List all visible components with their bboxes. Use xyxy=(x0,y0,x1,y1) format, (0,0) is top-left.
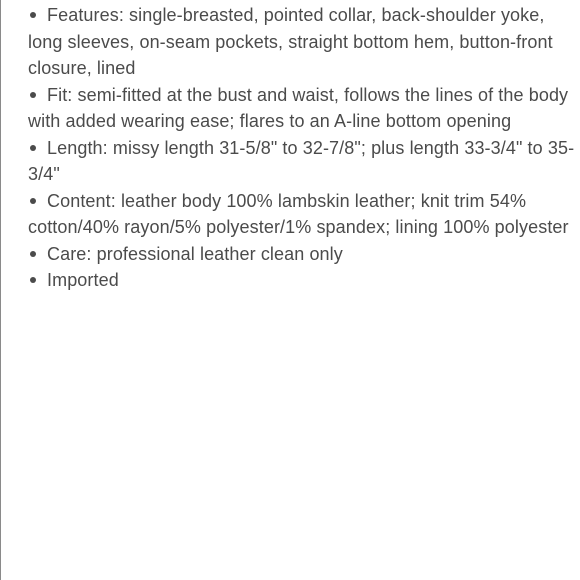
bullet-icon xyxy=(30,145,36,151)
list-item-text: Length: missy length 31-5/8" to 32-7/8"; plus length 33-3/4" to 35-3/4" xyxy=(28,137,575,184)
list-item-text: Content: leather body 100% lambskin leather; knit trim 54% cotton/40% rayon/5% polyester/1% spandex; lining 100% polyester xyxy=(28,190,569,237)
bullet-icon xyxy=(30,251,36,257)
product-details-list xyxy=(28,2,576,294)
list-item-features xyxy=(28,2,576,82)
bullet-icon xyxy=(30,12,36,18)
list-item-text: Imported xyxy=(47,270,119,290)
left-border-line xyxy=(0,0,1,580)
list-item-text: Features: single-breasted, pointed collar, back-shoulder yoke, long sleeves, on-seam pockets, straight bottom hem, button-front closure, lined xyxy=(28,5,553,78)
bullet-icon xyxy=(30,277,36,283)
list-item-care xyxy=(28,241,576,268)
list-item-length xyxy=(28,135,576,188)
list-item-text: Care: professional leather clean only xyxy=(47,243,343,264)
list-item-text: Fit: semi-fitted at the bust and waist, follows the lines of the body with added wearing ease; flares to an A-line bottom opening xyxy=(28,84,569,131)
bullet-icon xyxy=(30,198,36,204)
list-item-imported xyxy=(28,267,576,294)
list-item-fit xyxy=(28,82,576,135)
bullet-icon xyxy=(30,92,36,98)
list-item-content xyxy=(28,188,576,241)
